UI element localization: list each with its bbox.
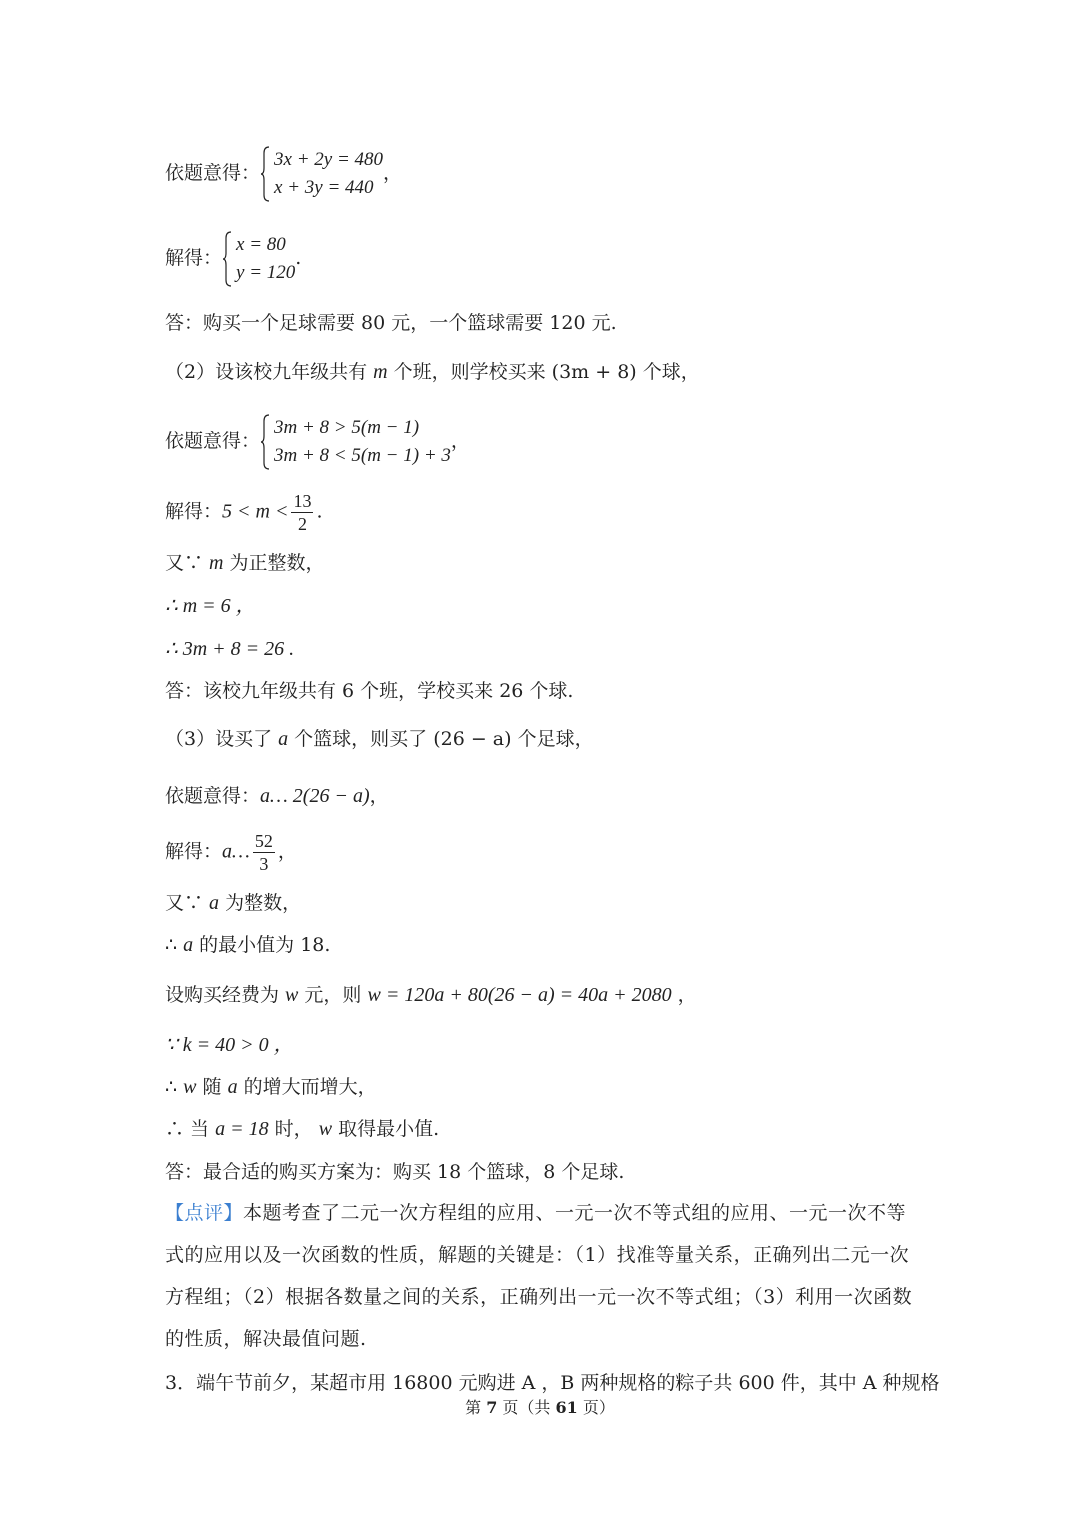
punct: ，	[383, 162, 403, 184]
label: 依题意得：	[165, 430, 261, 452]
math-var: a	[278, 728, 289, 750]
punct: .	[316, 500, 323, 523]
label: 解得：	[165, 247, 223, 269]
label: 依题意得：	[165, 785, 261, 807]
footer-text: 页（共	[497, 1398, 556, 1417]
line-inequality-setup	[165, 414, 470, 470]
line-solution-3	[165, 830, 297, 875]
review-paragraph	[165, 1192, 920, 1360]
page-total: 61	[555, 1398, 578, 1417]
line-integer-a	[165, 891, 301, 915]
line-min-a	[165, 933, 330, 957]
punct: ，	[450, 430, 470, 452]
text: 为正整数，	[223, 552, 325, 574]
text: ∴ 当	[165, 1118, 216, 1140]
inequality-system	[260, 414, 451, 470]
math: 5 < m <	[222, 500, 289, 523]
numerator: 52	[254, 831, 273, 851]
line-slope: ∵ k = 40 > 0 ，	[165, 1034, 294, 1056]
text: （3）设买了	[165, 728, 279, 750]
math-var: w	[318, 1118, 333, 1140]
math-var: w	[183, 1076, 197, 1098]
fraction	[291, 490, 313, 535]
label: 依题意得：	[165, 162, 261, 184]
part-3-setup	[165, 727, 594, 751]
equation-row: y = 120	[236, 262, 296, 283]
line-increasing	[165, 1075, 377, 1099]
label: 解得：	[165, 500, 223, 523]
footer-text: 页）	[577, 1398, 615, 1417]
brace-icon	[260, 414, 270, 470]
fraction	[253, 830, 275, 875]
line-equation-setup	[165, 146, 402, 202]
brace-icon	[222, 231, 232, 287]
brace-icon	[260, 146, 270, 202]
page-number: 7	[486, 1398, 498, 1417]
inequality-row: 3m + 8 < 5(m − 1) + 3	[274, 445, 451, 466]
math-var: a	[183, 934, 194, 956]
equation-row: x = 80	[236, 234, 286, 255]
text: 元，则	[298, 984, 368, 1006]
text: 时，	[268, 1118, 319, 1140]
line-inequality-a	[165, 784, 389, 808]
math: w = 120a + 80(26 − a) = 40a + 2080	[367, 984, 672, 1006]
math: a… 2(26 − a)	[260, 785, 370, 807]
math-var: m	[373, 361, 388, 383]
equation-row: 3x + 2y = 480	[274, 149, 384, 170]
line-solution-1	[165, 231, 301, 287]
denominator: 3	[259, 854, 269, 874]
text: 随	[196, 1076, 228, 1098]
answer-1: 答：购买一个足球需要 80 元，一个篮球需要 120 元.	[165, 312, 617, 334]
text: ∴	[165, 1076, 184, 1098]
equation-row: x + 3y = 440	[274, 177, 374, 198]
answer-3: 答：最合适的购买方案为：购买 18 个篮球，8 个足球.	[165, 1161, 625, 1183]
numerator: 13	[293, 491, 312, 511]
inequality-row: 3m + 8 > 5(m − 1)	[274, 417, 420, 438]
equation-system-1	[260, 146, 383, 202]
part-2-setup	[165, 360, 700, 384]
text: 又∵	[165, 892, 210, 914]
line-integer-m	[165, 551, 325, 575]
text: 个篮球，则买了 (26 − a) 个足球，	[288, 728, 594, 750]
math-var: a	[227, 1076, 238, 1098]
math: a = 18	[215, 1118, 269, 1140]
text: 取得最小值.	[332, 1118, 440, 1140]
equation-system-2	[222, 231, 295, 287]
text: ∴	[165, 934, 184, 956]
answer-2: 答：该校九年级共有 6 个班，学校买来 26 个球.	[165, 680, 574, 702]
line-min-value	[165, 1117, 439, 1141]
text: 的最小值为 18.	[193, 934, 331, 956]
punct: ，	[369, 785, 389, 807]
line-solution-2	[165, 490, 323, 535]
text: 设购买经费为	[165, 984, 286, 1006]
line-ball-count: ∴ 3m + 8 = 26 .	[165, 638, 295, 660]
review-text: 本题考查了二元一次方程组的应用、一元一次不等式组的应用、一元一次不等式的应用以及一次函数的性质，解题的关键是：（1）找准等量关系，正确列出二元一次方程组；（2）根据各数量之间的关系，正确列出一元一次不等式组；（3）利用一次函数的性质，解决最值问题.	[165, 1202, 913, 1350]
math-var: a	[209, 892, 220, 914]
review-tag: 【点评】	[165, 1202, 244, 1224]
page-footer	[0, 1395, 1080, 1418]
math-var: m	[209, 552, 224, 574]
text: 的增大而增大，	[237, 1076, 377, 1098]
punct: .	[295, 247, 302, 269]
question-3: 3．端午节前夕，某超市用 16800 元购进 A ，B 两种规格的粽子共 600 件，其中 A 种规格	[165, 1372, 940, 1394]
label: 解得：	[165, 840, 223, 863]
punct: ，	[671, 984, 697, 1006]
denominator: 2	[297, 514, 307, 534]
line-cost-function	[165, 983, 697, 1007]
text: （2）设该校九年级共有	[165, 361, 374, 383]
punct: ，	[277, 840, 297, 863]
text: 个班，则学校买来 (3m + 8) 个球，	[387, 361, 700, 383]
text: 又∵	[165, 552, 210, 574]
line-m-value: ∴ m = 6 ，	[165, 595, 256, 617]
footer-text: 第	[465, 1398, 487, 1417]
text: 为整数，	[219, 892, 302, 914]
math: a…	[222, 840, 250, 863]
math-var: w	[285, 984, 299, 1006]
